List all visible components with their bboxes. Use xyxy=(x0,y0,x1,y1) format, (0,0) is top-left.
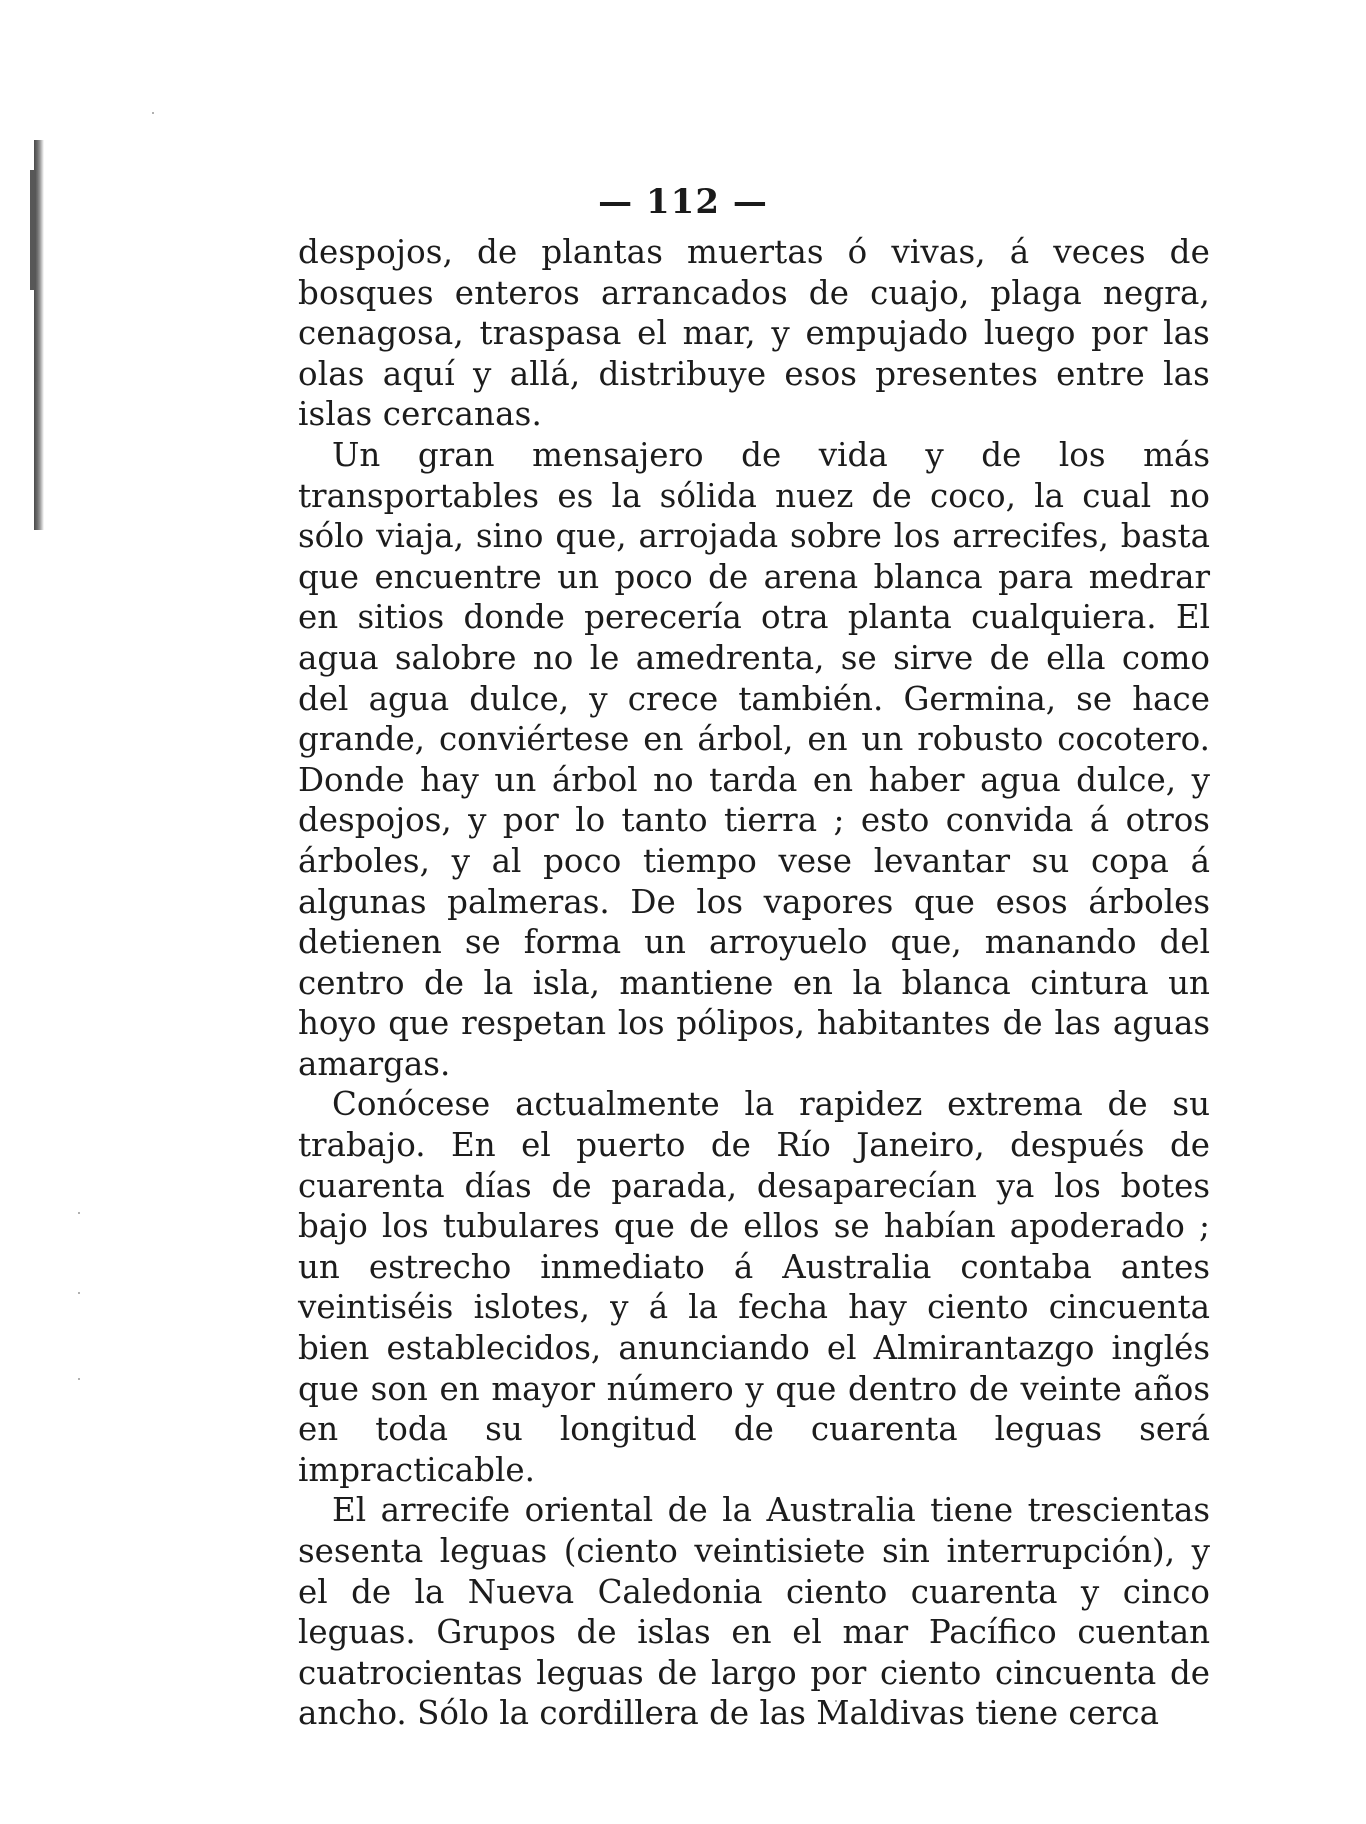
paragraph-3: Conócese actualmente la rapidez extrema de su trabajo. En el puerto de Río Janeiro, después de cuarenta días de parada, desaparecían ya los botes bajo los tubulares que de ellos se habían apoderado ; un estrecho inmediato á Australia contaba antes veintiséis islotes, y á la fecha hay ciento cincuenta bien establecidos, anunciando el Almirantazgo inglés que son en mayor número y que dentro de veinte años en toda su longitud de cuarenta leguas será impracticable. xyxy=(298,1085,1210,1489)
paragraph-4: El arrecife oriental de la Australia tiene trescientas sesenta leguas (ciento veintisiete sin interrupción), y el de la Nueva Caledonia ciento cuarenta y cinco leguas. Grupos de islas en el mar Pacífico cuentan cuatrocientas leguas de largo por ciento cincuenta de ancho. Sólo la cordillera de las Maldivas tiene cerca xyxy=(298,1491,1210,1733)
page-number: — 112 — xyxy=(598,182,768,222)
paragraph-2: Un gran mensajero de vida y de los más transportables es la sólida nuez de coco, la cual no sólo viaja, sino que, arrojada sobre los arrecifes, basta que encuentre un poco de arena blanca para medrar en sitios donde perecería otra planta cualquiera. El agua salobre no le amedrenta, se sirve de ella como del agua dulce, y crece también. Germina, se hace grande, conviértese en árbol, en un robusto cocotero. Donde hay un árbol no tarda en haber agua dulce, y despojos, y por lo tanto tierra ; esto convida á otros árboles, y al poco tiempo vese levantar su copa á algunas palmeras. De los vapores que esos árboles detienen se forma un arroyuelo que, manando del centro de la isla, mantiene en la blanca cintura un hoyo que respetan los pólipos, habitantes de las aguas amargas. xyxy=(298,435,1210,1083)
paper-speck xyxy=(78,1212,80,1214)
paragraph-1: despojos, de plantas muertas ó vivas, á veces de bosques enteros arrancados de cuajo, plaga negra, cenagosa, traspasa el mar, y empujado luego por las olas aquí y allá, distribuye esos presentes entre las islas cercanas. xyxy=(298,233,1210,434)
paper-speck xyxy=(152,112,154,114)
body-text xyxy=(298,232,1210,1734)
paper-speck xyxy=(78,1378,80,1380)
paper-speck xyxy=(78,1292,80,1294)
